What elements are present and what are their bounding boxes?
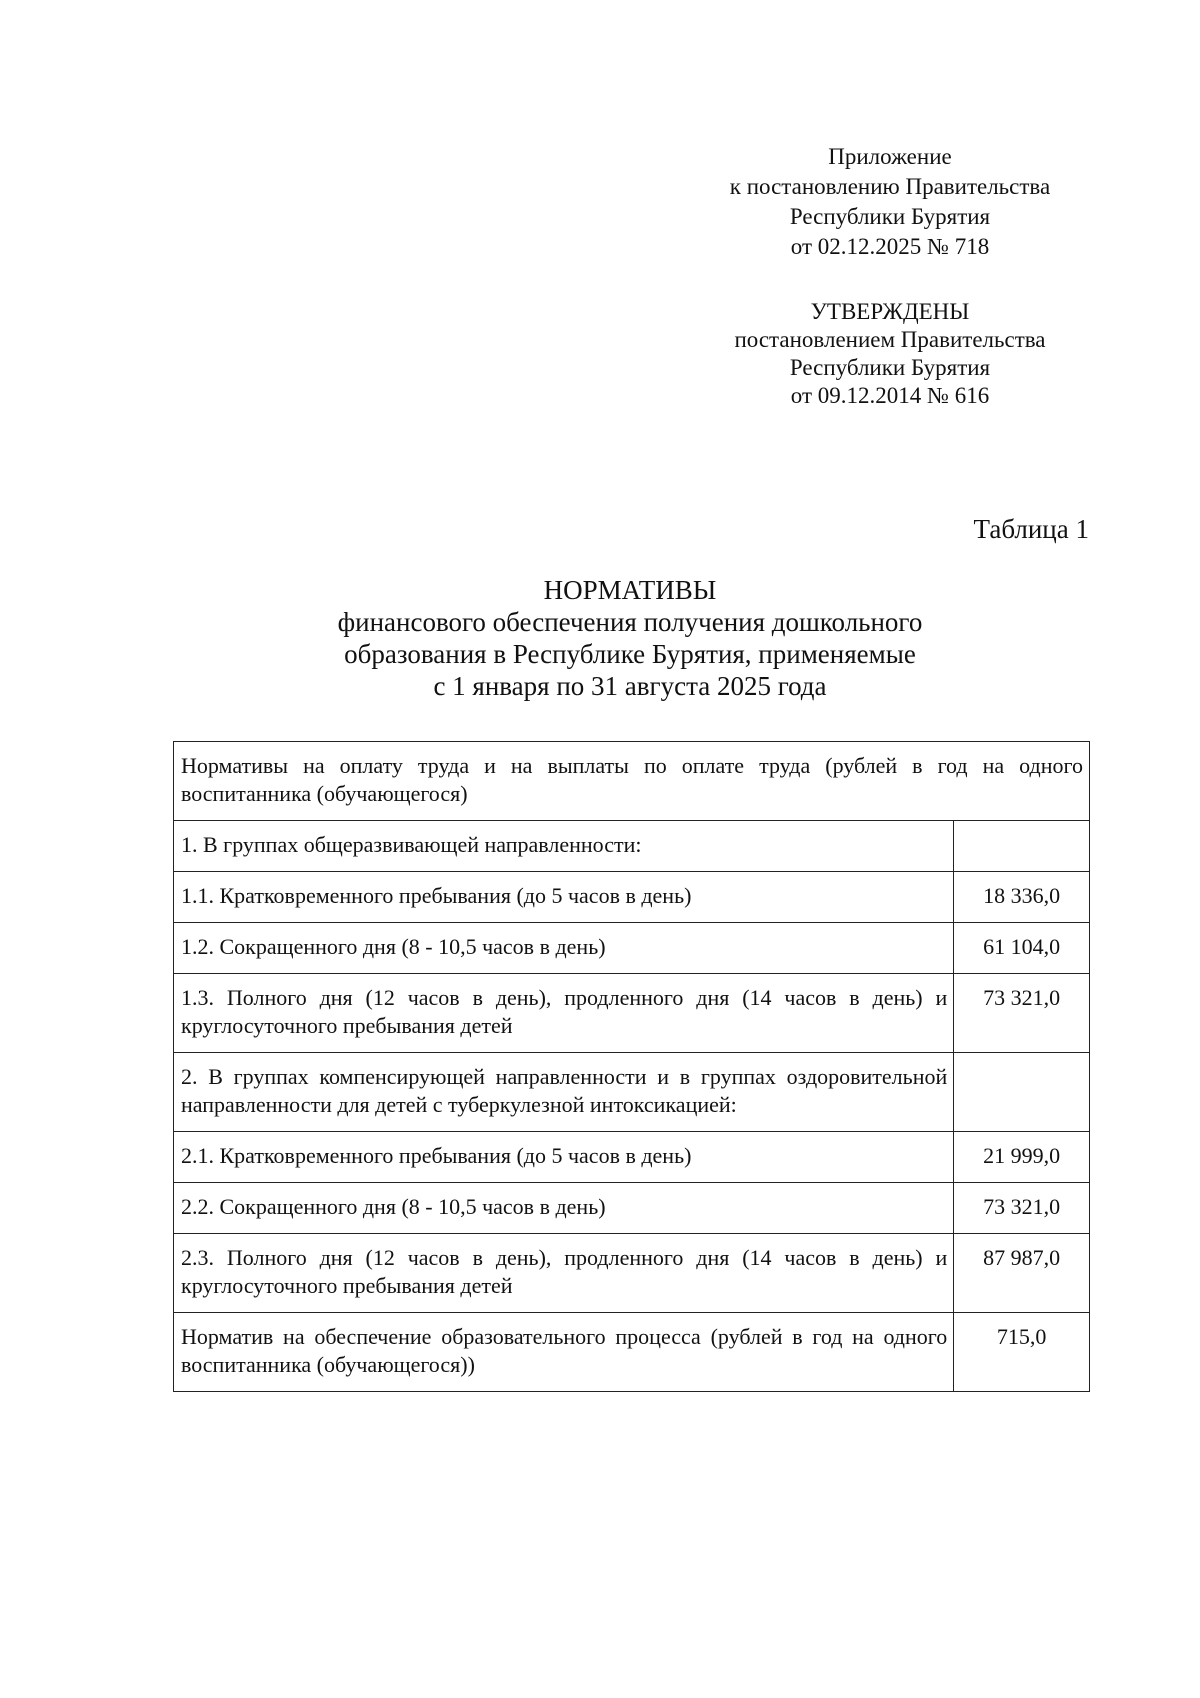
table-row bbox=[174, 1183, 1090, 1234]
table-header-row bbox=[174, 742, 1090, 821]
title-line-4: с 1 января по 31 августа 2025 года bbox=[433, 671, 827, 701]
row-value: 61 104,0 bbox=[954, 923, 1090, 974]
document-title bbox=[200, 574, 1060, 702]
appendix-line-3: Республики Бурятия bbox=[789, 204, 991, 229]
table-row bbox=[174, 1234, 1090, 1313]
row-value bbox=[954, 821, 1090, 872]
row-value: 87 987,0 bbox=[954, 1234, 1090, 1313]
row-value: 18 336,0 bbox=[954, 872, 1090, 923]
row-value bbox=[954, 1053, 1090, 1132]
row-value: 73 321,0 bbox=[954, 974, 1090, 1053]
approved-line-1: УТВЕРЖДЕНЫ bbox=[810, 299, 970, 324]
row-label: 2.3. Полного дня (12 часов в день), продленного дня (14 часов в день) и круглосуточного пребывания детей bbox=[174, 1234, 954, 1313]
row-label: Норматив на обеспечение образовательного процесса (рублей в год на одного воспитанника (обучающегося)) bbox=[174, 1313, 954, 1392]
approved-reference bbox=[690, 298, 1090, 410]
row-value: 73 321,0 bbox=[954, 1183, 1090, 1234]
title-line-3: образования в Республике Бурятия, применяемые bbox=[344, 639, 916, 669]
title-line-2: финансового обеспечения получения дошкольного bbox=[337, 607, 923, 637]
appendix-line-1: Приложение bbox=[828, 144, 952, 169]
table-row bbox=[174, 872, 1090, 923]
appendix-reference bbox=[690, 142, 1090, 262]
table-row bbox=[174, 821, 1090, 872]
row-value: 715,0 bbox=[954, 1313, 1090, 1392]
approved-line-4: от 09.12.2014 № 616 bbox=[790, 383, 990, 408]
table-number: Таблица 1 bbox=[973, 514, 1089, 544]
appendix-line-4: от 02.12.2025 № 718 bbox=[790, 234, 990, 259]
row-label: 1.2. Сокращенного дня (8 - 10,5 часов в день) bbox=[174, 923, 954, 974]
title-line-1: НОРМАТИВЫ bbox=[543, 575, 717, 605]
row-label: 1.3. Полного дня (12 часов в день), продленного дня (14 часов в день) и круглосуточного пребывания детей bbox=[174, 974, 954, 1053]
table-row bbox=[174, 923, 1090, 974]
row-value: 21 999,0 bbox=[954, 1132, 1090, 1183]
table-row bbox=[174, 1053, 1090, 1132]
appendix-line-2: к постановлению Правительства bbox=[729, 174, 1051, 199]
row-label: 2. В группах компенсирующей направленности и в группах оздоровительной направленности для детей с туберкулезной интоксикацией: bbox=[174, 1053, 954, 1132]
row-label: 1.1. Кратковременного пребывания (до 5 часов в день) bbox=[174, 872, 954, 923]
norms-table bbox=[173, 741, 1090, 1392]
row-label: 2.2. Сокращенного дня (8 - 10,5 часов в день) bbox=[174, 1183, 954, 1234]
row-label: 1. В группах общеразвивающей направленности: bbox=[174, 821, 954, 872]
row-label: 2.1. Кратковременного пребывания (до 5 часов в день) bbox=[174, 1132, 954, 1183]
approved-line-3: Республики Бурятия bbox=[789, 355, 991, 380]
approved-line-2: постановлением Правительства bbox=[734, 327, 1046, 352]
table-row bbox=[174, 1132, 1090, 1183]
table-row bbox=[174, 974, 1090, 1053]
table-row bbox=[174, 1313, 1090, 1392]
table-header-cell: Нормативы на оплату труда и на выплаты по оплате труда (рублей в год на одного воспитанника (обучающегося) bbox=[174, 742, 1090, 821]
